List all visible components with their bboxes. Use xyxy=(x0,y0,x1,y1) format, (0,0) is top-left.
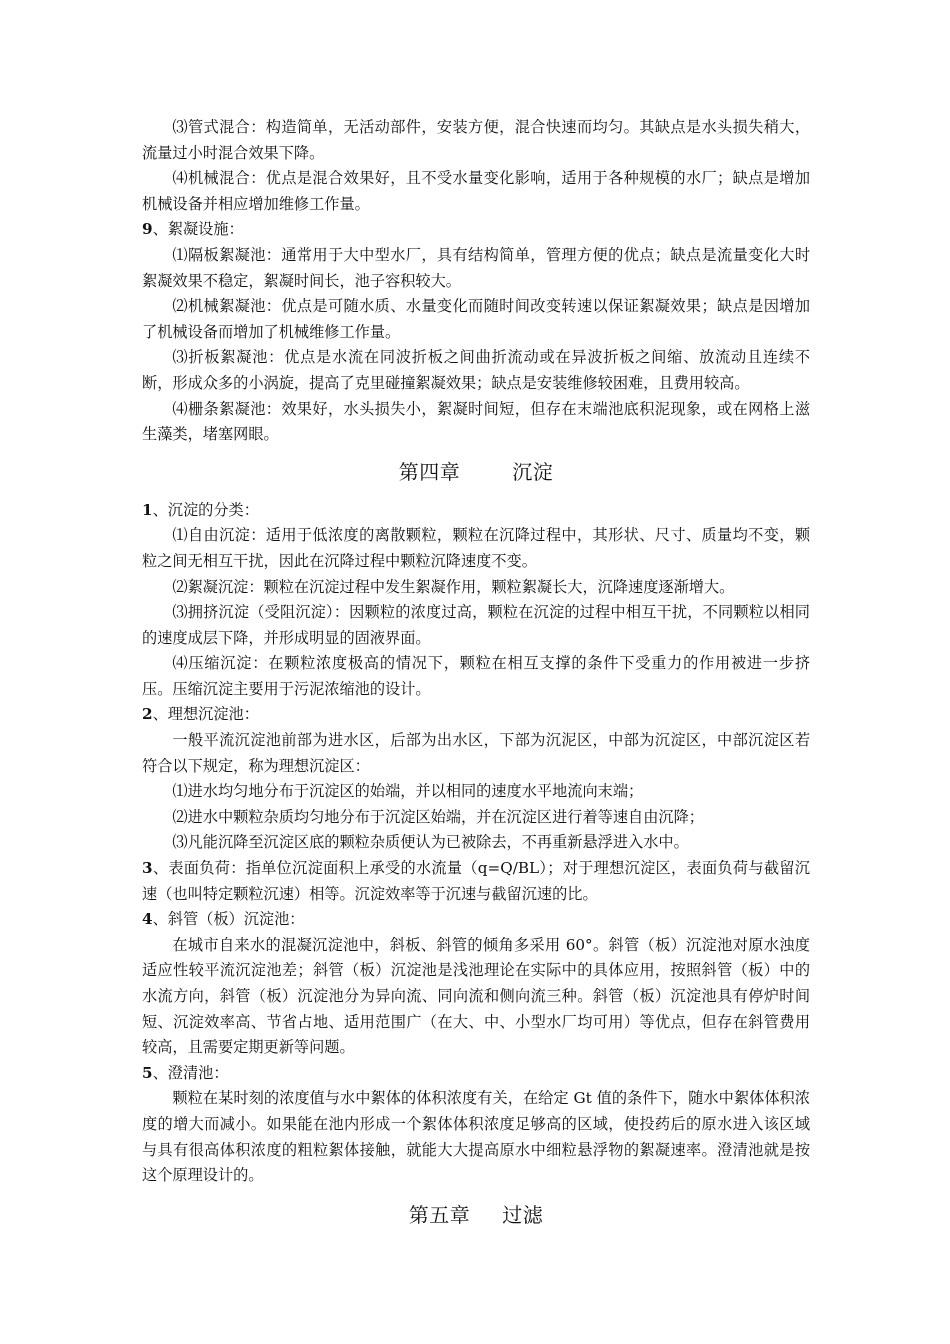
list-item: ⑶拥挤沉淀（受阻沉淀）：因颗粒的浓度过高，颗粒在沉淀的过程中相互干扰，不同颗粒以相同的速度成层下降，并形成明显的固液界面。 xyxy=(142,603,810,647)
list-item: ⑶折板絮凝池：优点是水流在同波折板之间曲折流动或在异波折板之间缩、放流动且连续不断，形成众多的小涡旋，提高了克里碰撞絮凝效果；缺点是安装维修较困难，且费用较高。 xyxy=(142,348,810,392)
section-heading-ideal-tank xyxy=(142,702,810,728)
tube-mixing-paragraph: ⑶管式混合：构造简单，无活动部件，安装方便，混合快速而均匀。其缺点是水头损失稍大，流量过小时混合效果下降。 xyxy=(142,118,810,162)
ideal-tank-intro: 一般平流沉淀池前部为进水区，后部为出水区，下部为沉泥区，中部为沉淀区，中部沉淀区若符合以下规定，称为理想沉淀区： xyxy=(142,731,810,775)
surface-load-text: 、表面负荷：指单位沉淀面积上承受的水流量（q=Q/BL）；对于理想沉淀区，表面负荷与截留沉速（也叫特定颗粒沉速）相等。沉淀效率等于沉速与截留沉速的比。 xyxy=(142,859,810,903)
section-title: 、斜管（板）沉淀池： xyxy=(152,910,305,929)
section-heading-inclined-tube xyxy=(142,907,810,933)
section-number: 1 xyxy=(142,500,153,519)
chapter-title-sedimentation xyxy=(142,454,810,490)
list-item: ⑵进水中颗粒杂质均匀地分布于沉淀区始端，并在沉淀区进行着等速自由沉降； xyxy=(172,807,704,826)
chapter-name: 沉淀 xyxy=(512,459,554,484)
chapter-title-filtration xyxy=(142,1197,810,1233)
list-item: ⑴自由沉淀：适用于低浓度的离散颗粒，颗粒在沉降过程中，其形状、尺寸、质量均不变，颗粒之间无相互干扰，因此在沉降过程中颗粒沉降速度不变。 xyxy=(142,526,810,570)
list-item: ⑷栅条絮凝池：效果好，水头损失小，絮凝时间短，但存在末端池底积泥现象，或在网格上滋生藻类，堵塞网眼。 xyxy=(142,399,810,444)
section-number: 4 xyxy=(142,910,153,929)
section-title: 、絮凝设施： xyxy=(152,220,244,239)
section-number: 2 xyxy=(142,705,153,724)
section-number: 5 xyxy=(142,1063,153,1082)
clarifier-paragraph: 颗粒在某时刻的浓度值与水中絮体的体积浓度有关，在给定 Gt 值的条件下，随水中絮体体积浓度的增大而减小。如果能在池内形成一个絮体体积浓度足够高的区域，使投药后的原水进入该区域与具有很高体积浓度的粗粒絮体接触，就能大大提高原水中细粒悬浮物的絮凝速率。澄清池就是按这个原理设计的。 xyxy=(142,1089,810,1185)
list-item: ⑴隔板絮凝池：通常用于大中型水厂，具有结构简单，管理方便的优点；缺点是流量变化大时絮凝效果不稳定，絮凝时间长，池子容积较大。 xyxy=(142,245,810,290)
inclined-tube-paragraph: 在城市自来水的混凝沉淀池中，斜板、斜管的倾角多采用 60°。斜管（板）沉淀池对原水浊度适应性较平流沉淀池差；斜管（板）沉淀池是浅池理论在实际中的具体应用，按照斜管（板）中的水流方向，斜管（板）沉淀池分为异向流、同向流和侧向流三种。斜管（板）沉淀池具有停炉时间短、沉淀效率高、节省占地、适用范围广（在大、中、小型水厂均可用）等优点，但存在斜管费用较高，且需要定期更新等问题。 xyxy=(142,935,810,1057)
chapter-label: 第五章 xyxy=(408,1202,471,1227)
section-title: 、澄清池： xyxy=(152,1063,229,1082)
mechanical-mixing-paragraph: ⑷机械混合：优点是混合效果好，且不受水量变化影响，适用于各种规模的水厂；缺点是增加机械设备并相应增加维修工作量。 xyxy=(142,169,810,213)
list-item: ⑷压缩沉淀：在颗粒浓度极高的情况下，颗粒在相互支撑的条件下受重力的作用被进一步挤压。压缩沉淀主要用于污泥浓缩池的设计。 xyxy=(142,654,810,698)
section-heading-clarifier xyxy=(142,1061,810,1087)
chapter-label: 第四章 xyxy=(398,459,461,484)
surface-load-paragraph xyxy=(142,856,810,907)
section-number: 9 xyxy=(142,220,153,239)
section-title: 、沉淀的分类： xyxy=(152,500,259,519)
chapter-name: 过滤 xyxy=(502,1202,544,1227)
list-item: ⑵机械絮凝池：优点是可随水质、水量变化而随时间改变转速以保证絮凝效果；缺点是因增加了机械设备而增加了机械维修工作量。 xyxy=(142,297,810,341)
list-item: ⑶凡能沉降至沉淀区底的颗粒杂质便认为已被除去，不再重新悬浮进入水中。 xyxy=(172,833,689,852)
section-title: 、理想沉淀池： xyxy=(152,705,259,724)
section-number: 3 xyxy=(142,859,153,878)
list-item: ⑴进水均匀地分布于沉淀区的始端，并以相同的速度水平地流向末端； xyxy=(172,782,644,801)
section-heading-classification xyxy=(142,498,810,524)
section-heading-flocculation xyxy=(142,217,810,243)
list-item: ⑵絮凝沉淀：颗粒在沉淀过程中发生絮凝作用，颗粒絮凝长大，沉降速度逐渐增大。 xyxy=(172,577,735,596)
